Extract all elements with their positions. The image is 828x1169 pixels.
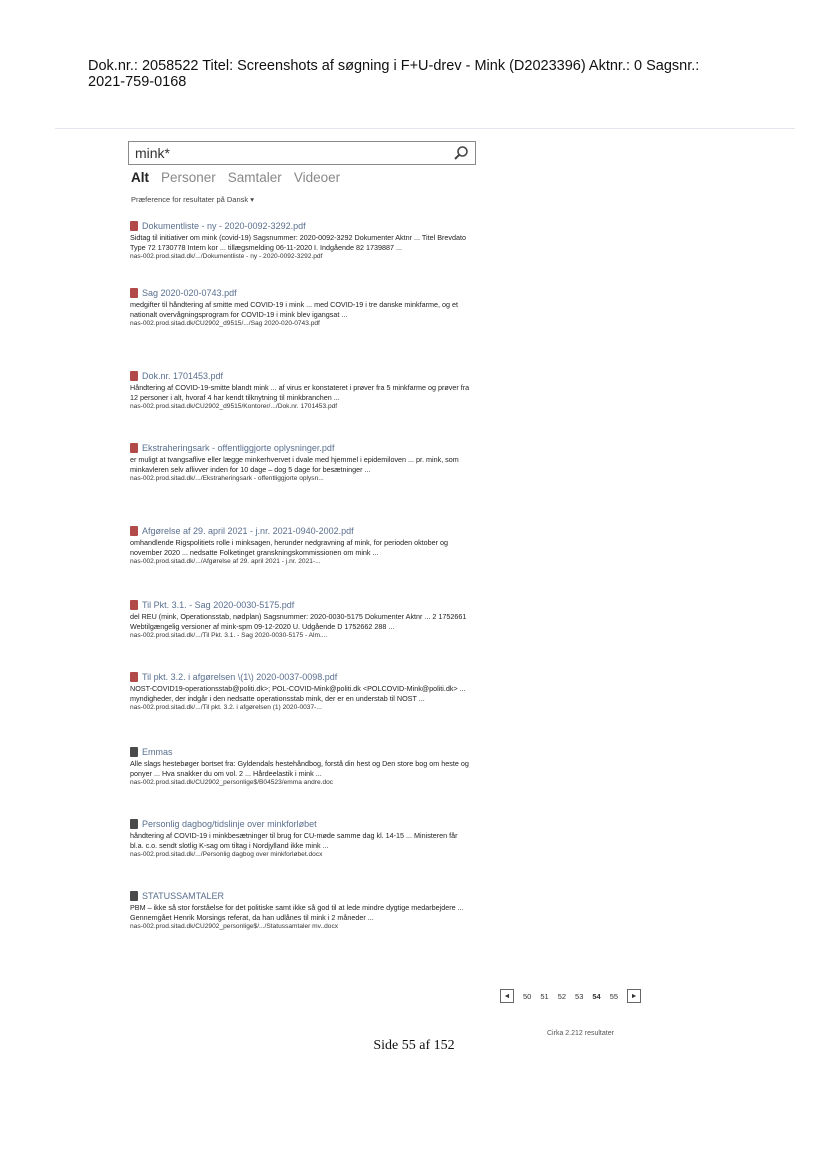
search-box[interactable]	[128, 141, 476, 165]
page-link-54-current[interactable]: 54	[592, 991, 601, 1001]
search-result	[130, 371, 470, 410]
pdf-file-icon	[130, 371, 138, 381]
result-title-link[interactable]	[130, 526, 470, 536]
search-result	[130, 443, 470, 482]
result-snippet: Alle slags hestebøger bortset fra: Gyldendals hestehåndbog, forstå din hest og Den store bog om heste og ponyer ... Hva snakker du om vol. 2 ... Hårdeelastik i mink ...	[130, 759, 469, 778]
result-url: nas-002.prod.sitad.dk/.../Personlig dagbog over minkforløbet.docx	[130, 851, 323, 858]
pdf-file-icon	[130, 288, 138, 298]
pdf-file-icon	[130, 443, 138, 453]
result-title[interactable]: Til Pkt. 3.1. - Sag 2020-0030-5175.pdf	[142, 600, 295, 610]
header-line-1: Dok.nr.: 2058522 Titel: Screenshots af søgning i F+U-drev - Mink (D2023396) Aktnr.: 0 Sagsnr.:	[88, 58, 700, 74]
results-list	[130, 221, 470, 930]
result-snippet: håndtering af COVID-19 i minkbesætninger til brug for CU-møde samme dag kl. 14-15 ... Ministeren får bl.a. c.o. sendt slotlig K-sag om tiltag i Nordjylland ikke mink ...	[130, 831, 458, 850]
result-url: nas-002.prod.sitad.dk/.../Dokumentliste - ny - 2020-0092-3292.pdf	[130, 253, 323, 260]
result-snippet: PBM – ikke så stor forståelse for det politiske samt ikke så god til at lede mindre dygtige medarbejdere ... Gennemgået Henrik Morsings referat, da han udlånes til mink i 2 måneder ...	[130, 903, 464, 922]
result-title[interactable]: Til pkt. 3.2. i afgørelsen \(1\) 2020-0037-0098.pdf	[142, 672, 338, 682]
search-result	[130, 288, 470, 327]
pagination	[500, 989, 641, 1003]
result-title[interactable]: Afgørelse af 29. april 2021 - j.nr. 2021-0940-2002.pdf	[142, 526, 354, 536]
result-title-link[interactable]	[130, 443, 470, 453]
search-result	[130, 747, 470, 786]
pdf-file-icon	[130, 526, 138, 536]
result-title-link[interactable]	[130, 891, 470, 901]
pdf-file-icon	[130, 221, 138, 231]
search-tabs	[131, 170, 340, 185]
document-header	[88, 58, 788, 90]
result-title-link[interactable]	[130, 600, 470, 610]
result-title-link[interactable]	[130, 819, 470, 829]
result-title-link[interactable]	[130, 371, 470, 381]
search-result	[130, 600, 470, 639]
result-url: nas-002.prod.sitad.dk/.../Afgørelse af 29. april 2021 - j.nr. 2021-...	[130, 558, 321, 565]
result-count: Cirka 2.212 resultater	[547, 1030, 614, 1037]
result-title-link[interactable]	[130, 288, 470, 298]
language-preference[interactable]: Præference for resultater på Dansk ▾	[131, 195, 254, 204]
result-title-link[interactable]	[130, 672, 470, 682]
search-input[interactable]	[135, 143, 435, 163]
search-result	[130, 221, 470, 260]
result-snippet: del REU (mink, Operationsstab, nødplan) Sagsnummer: 2020-0030-5175 Dokumenter Aktnr ... 2 1752661 Webtilgængelig versioner af mink-spm 09-12-2020 U. Udgående D 1752662 288 ...	[130, 612, 467, 631]
result-title[interactable]: STATUSSAMTALER	[142, 891, 225, 901]
header-line-2: 2021-759-0168	[88, 74, 187, 90]
result-title-link[interactable]	[130, 747, 470, 757]
result-title[interactable]: Dokumentliste - ny - 2020-0092-3292.pdf	[142, 221, 306, 231]
result-title[interactable]: Personlig dagbog/tidslinje over minkforløbet	[142, 819, 317, 829]
prev-page-button[interactable]: ◄	[500, 989, 514, 1003]
result-url: nas-002.prod.sitad.dk/CU2902_d9515/Kontorer/.../Dok.nr. 1701453.pdf	[130, 403, 338, 410]
pdf-file-icon	[130, 672, 138, 682]
result-snippet: medgifter til håndtering af smitte med COVID-19 i mink ... med COVID-19 i tre danske minkfarme, og et nationalt overvågningsprogram for COVID-19 i mink blev igangsat ...	[130, 300, 458, 319]
divider	[55, 128, 795, 129]
result-title-link[interactable]	[130, 221, 470, 231]
result-title[interactable]: Dok.nr. 1701453.pdf	[142, 371, 224, 381]
tab-videoer[interactable]: Videoer	[293, 170, 341, 185]
result-snippet: er muligt at tvangsaflive eller lægge minkerhvervet i dvale med hjemmel i epidemiloven ... pr. mink, som minkavleren selv aflivver inden for 10 dage – dog 5 dage for besætninger ...	[130, 455, 459, 474]
word-file-icon	[130, 891, 138, 901]
word-file-icon	[130, 747, 138, 757]
result-url: nas-002.prod.sitad.dk/CU2902_d9515/.../Sag 2020-020-0743.pdf	[130, 320, 320, 327]
result-snippet: NOST-COVID19-operationsstab@politi.dk>; POL-COVID-Mink@politi.dk <POLCOVID-Mink@politi.dk> ... myndigheder, der indgår i den nedsatte operationsstab mink, der er en understab til NOST ...	[130, 684, 466, 703]
result-title[interactable]: Sag 2020-020-0743.pdf	[142, 288, 237, 298]
page-link-52[interactable]: 52	[557, 991, 567, 1001]
search-result	[130, 672, 470, 711]
result-url: nas-002.prod.sitad.dk/.../Til pkt. 3.2. i afgørelsen (1) 2020-0037-...	[130, 704, 322, 711]
page-link-53[interactable]: 53	[575, 991, 584, 1001]
search-icon[interactable]	[453, 145, 469, 161]
result-snippet: omhandlende Rigspolitiets rolle i minksagen, herunder nedgravning af mink, for perioden oktober og november 2020 ... nedsatte Folketinget granskningskommissionen om mink ...	[130, 538, 449, 557]
next-page-button[interactable]: ►	[627, 989, 641, 1003]
tab-alt[interactable]: Alt	[131, 170, 149, 185]
result-title[interactable]: Ekstraheringsark - offentliggjorte oplysninger.pdf	[142, 443, 335, 453]
result-url: nas-002.prod.sitad.dk/.../Til Pkt. 3.1. - Sag 2020-0030-5175 - Alm....	[130, 632, 328, 639]
pdf-file-icon	[130, 600, 138, 610]
page-footer: Side 55 af 152	[373, 1038, 455, 1053]
page-link-50[interactable]: 50	[523, 991, 532, 1001]
page-link-51[interactable]: 51	[540, 991, 549, 1001]
tab-samtaler[interactable]: Samtaler	[227, 170, 282, 185]
page-link-55[interactable]: 55	[609, 991, 619, 1001]
tab-personer[interactable]: Personer	[161, 170, 216, 185]
result-title[interactable]: Emmas	[142, 747, 173, 757]
word-file-icon	[130, 819, 138, 829]
result-snippet: Sidtag til initiativer om mink (covid-19) Sagsnummer: 2020-0092-3292 Dokumenter Aktnr ... Titel Brevdato Type 72 1730778 Intern kor ... tillægsmelding 06-11-2020 I. Indgående 82 1739887 ...	[130, 233, 466, 252]
search-result	[130, 891, 470, 930]
result-url: nas-002.prod.sitad.dk/CU2902_personlige$/.../Statussamtaler mv..docx	[130, 923, 339, 930]
result-url: nas-002.prod.sitad.dk/.../Ekstraheringsark - offentliggjorte oplysn...	[130, 475, 324, 482]
search-result	[130, 526, 470, 565]
result-url: nas-002.prod.sitad.dk/CU2902_personlige$/B04523/emma andre.doc	[130, 779, 334, 786]
search-result	[130, 819, 470, 858]
result-snippet: Håndtering af COVID-19-smitte blandt mink ... af virus er konstateret i prøver fra 5 minkfarme og prøver fra 12 personer i alt, hvoraf 4 har kendt tilknytning til minkbranchen ...	[130, 383, 470, 402]
